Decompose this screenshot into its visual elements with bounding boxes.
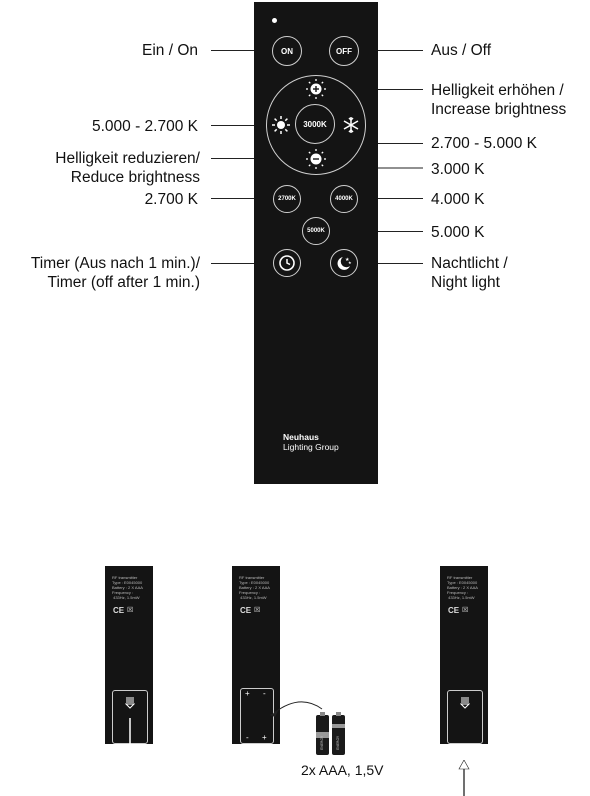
label-5000: 5.000 K bbox=[431, 224, 485, 241]
svg-text:★: ★ bbox=[348, 260, 352, 265]
k5000-button[interactable] bbox=[302, 217, 330, 245]
plus-mark-top: + bbox=[245, 689, 250, 698]
spec-text-3: RF transmitter Type : E0045000 Battery : 2 X AAA Frequency : 433Hz, 1.5mW bbox=[447, 575, 478, 600]
brand-logo bbox=[283, 432, 339, 452]
label-brightness-down-line2: Reduce brightness bbox=[70, 169, 200, 186]
label-cct-left: 5.000 - 2.700 K bbox=[92, 118, 198, 135]
ce-mark: CE bbox=[113, 606, 125, 615]
spec-text: RF transmitter Type : E0045000 Battery : 2 X AAA Frequency : 433Hz, 1.5mW bbox=[112, 575, 143, 600]
label-cct-right: 2.700 - 5.000 K bbox=[431, 135, 537, 152]
off-button[interactable] bbox=[329, 36, 359, 66]
label-timer-line1: Timer (Aus nach 1 min.)/ bbox=[30, 255, 200, 272]
label-4000: 4.000 K bbox=[431, 191, 485, 208]
trash-bin-icon: ☒ bbox=[462, 607, 469, 614]
spec-text-2: RF transmitter Type : E0045000 Battery : 2 X AAA Frequency : 433Hz, 1.5mW bbox=[239, 575, 270, 600]
brand-name: Neuhaus bbox=[283, 432, 319, 442]
svg-text:★: ★ bbox=[345, 257, 350, 263]
dial-icons bbox=[254, 70, 378, 180]
k5000-button-label: 5000K bbox=[307, 228, 325, 234]
remote-back-closing bbox=[440, 566, 488, 744]
trash-bin-icon: ☒ bbox=[127, 607, 134, 614]
status-led bbox=[272, 18, 277, 23]
k2700-button[interactable] bbox=[273, 185, 301, 213]
clock-icon bbox=[278, 254, 296, 272]
label-3000: 3.000 K bbox=[431, 161, 485, 178]
timer-button[interactable] bbox=[273, 249, 301, 277]
cover-grip-icon bbox=[460, 697, 470, 709]
trash-bin-icon: ☒ bbox=[254, 607, 261, 614]
snowflake-icon bbox=[344, 117, 358, 133]
cover-grip-icon bbox=[125, 697, 135, 709]
label-off: Aus / Off bbox=[431, 42, 492, 59]
battery-brand-1: ENERGY bbox=[320, 735, 324, 750]
k2700-button-label: 2700K bbox=[278, 196, 296, 202]
arrow-up-icon bbox=[458, 760, 470, 796]
battery-spec-label: 2x AAA, 1,5V bbox=[301, 762, 384, 778]
label-brightness-up-line2: Increase brightness bbox=[431, 101, 567, 118]
aaa-batteries bbox=[314, 712, 348, 756]
label-night-line2: Night light bbox=[431, 274, 500, 291]
minus-mark-bottom: - bbox=[246, 733, 249, 742]
label-brightness-down-line1: Helligkeit reduzieren/ bbox=[55, 150, 200, 167]
label-2700: 2.700 K bbox=[144, 191, 198, 208]
label-brightness-up-line1: Helligkeit erhöhen / bbox=[431, 82, 564, 99]
sun-plus-icon bbox=[306, 79, 326, 99]
on-button-label: ON bbox=[281, 46, 293, 56]
battery-brand-2: ENERGY bbox=[336, 735, 340, 750]
ce-mark-2: CE bbox=[240, 606, 252, 615]
battery-cover-3[interactable] bbox=[447, 690, 483, 744]
arrow-down-icon bbox=[124, 718, 136, 758]
off-button-label: OFF bbox=[336, 46, 352, 56]
night-light-button[interactable] bbox=[330, 249, 358, 277]
sun-icon bbox=[272, 116, 290, 134]
label-on: Ein / On bbox=[142, 42, 198, 59]
label-timer-line2: Timer (off after 1 min.) bbox=[47, 274, 200, 291]
k3000-button-label: 3000K bbox=[303, 119, 327, 129]
moon-stars-icon bbox=[335, 254, 353, 272]
k4000-button-label: 4000K bbox=[335, 196, 353, 202]
plus-mark-bottom: + bbox=[262, 733, 267, 742]
minus-mark-top: - bbox=[263, 689, 266, 698]
brand-subtitle: Lighting Group bbox=[283, 442, 339, 452]
on-button[interactable] bbox=[272, 36, 302, 66]
sun-minus-icon bbox=[306, 149, 326, 169]
k4000-button[interactable] bbox=[330, 185, 358, 213]
ce-mark-3: CE bbox=[448, 606, 460, 615]
label-night-line1: Nachtlicht / bbox=[431, 255, 508, 272]
